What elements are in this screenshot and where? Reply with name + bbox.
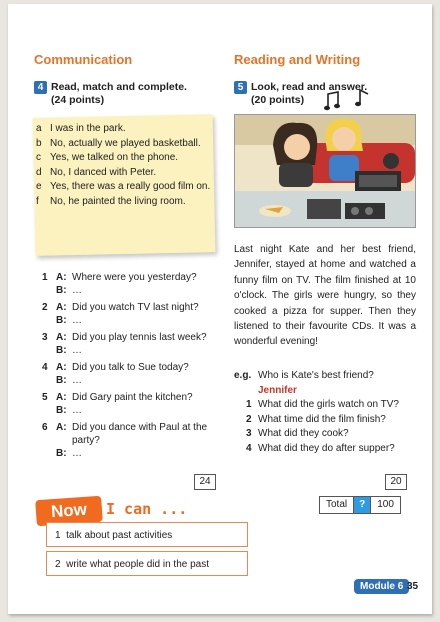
dialogue-item: 2 A: Did you watch TV last night? B: … <box>42 302 199 326</box>
dialogue-item: 4 A: Did you talk to Sue today? B: … <box>42 362 189 386</box>
task-title: Read, match and complete. <box>51 81 187 93</box>
answer-blank[interactable]: … <box>72 285 82 296</box>
total-value: 100 <box>377 499 394 510</box>
i-can-heading: I can ... <box>106 500 188 518</box>
dialogue-item: 6 A: Did you dance with Paul at the party? B: … <box>42 422 208 459</box>
can-do-item: 2 write what people did in the past <box>46 551 248 576</box>
task-number-badge: 5 <box>234 81 247 94</box>
total-label: Total <box>320 497 354 513</box>
answer-item: f No, he painted the living room. <box>36 195 186 207</box>
reading-questions <box>234 369 424 456</box>
answer-list <box>36 122 216 209</box>
answer-item: d No, I danced with Peter. <box>36 166 157 178</box>
communication-title: Communication <box>34 52 133 67</box>
can-do-item: 1 talk about past activities <box>46 522 248 547</box>
module-badge: Module 6 <box>354 579 409 594</box>
answer-blank[interactable]: … <box>72 345 82 356</box>
question-item: 4 What did they do after supper? <box>246 442 395 454</box>
example-answer: Jennifer <box>258 384 297 396</box>
dialogue-item: 1 A: Where were you yesterday? B: … <box>42 272 197 296</box>
score-box: 24 <box>194 474 216 490</box>
total-score <box>319 496 401 514</box>
dialogue-list <box>42 271 222 464</box>
dialogue-item: 5 A: Did Gary paint the kitchen? B: … <box>42 392 193 416</box>
question-mark-icon: ? <box>354 497 371 513</box>
music-notes-icon <box>324 88 380 114</box>
question-item: 1 What did the girls watch on TV? <box>246 399 399 410</box>
reading-writing-title: Reading and Writing <box>234 52 361 67</box>
task-title: Look, read and answer. <box>251 81 368 93</box>
answer-item: a I was in the park. <box>36 123 126 134</box>
reading-paragraph: Last night Kate and her best friend, Jennifer, stayed at home and watched a funny film on TV. The film finished at 10 o'clock. The girls were hungry, so they cooked a pizza for supper. Then they listened to their favourite CDs. It was a wonderful evening! <box>234 244 416 348</box>
answer-blank[interactable]: … <box>72 448 82 459</box>
question-item: 2 What time did the film finish? <box>246 413 386 425</box>
workbook-page <box>8 4 432 614</box>
answer-blank[interactable]: … <box>72 315 82 326</box>
task-number-badge: 4 <box>34 81 47 94</box>
dialogue-item: 3 A: Did you play tennis last week? B: … <box>42 332 207 356</box>
task-4-instruction <box>34 81 187 107</box>
question-item: 3 What did they cook? <box>246 428 349 439</box>
answer-blank[interactable]: … <box>72 375 82 386</box>
answer-item: c Yes, we talked on the phone. <box>36 152 179 163</box>
task-points: (24 points) <box>51 94 105 106</box>
answer-item: e Yes, there was a really good film on. <box>36 181 211 192</box>
answer-blank[interactable]: … <box>72 405 82 416</box>
example-row: e.g. Who is Kate's best friend? <box>234 370 374 381</box>
girls-watching-tv-illustration <box>234 114 416 228</box>
now-badge: Now <box>35 496 103 527</box>
answer-item: b No, actually we played basketball. <box>36 137 201 149</box>
score-box: 20 <box>385 474 407 490</box>
page-number: 35 <box>407 581 419 592</box>
task-points: (20 points) <box>251 94 305 106</box>
